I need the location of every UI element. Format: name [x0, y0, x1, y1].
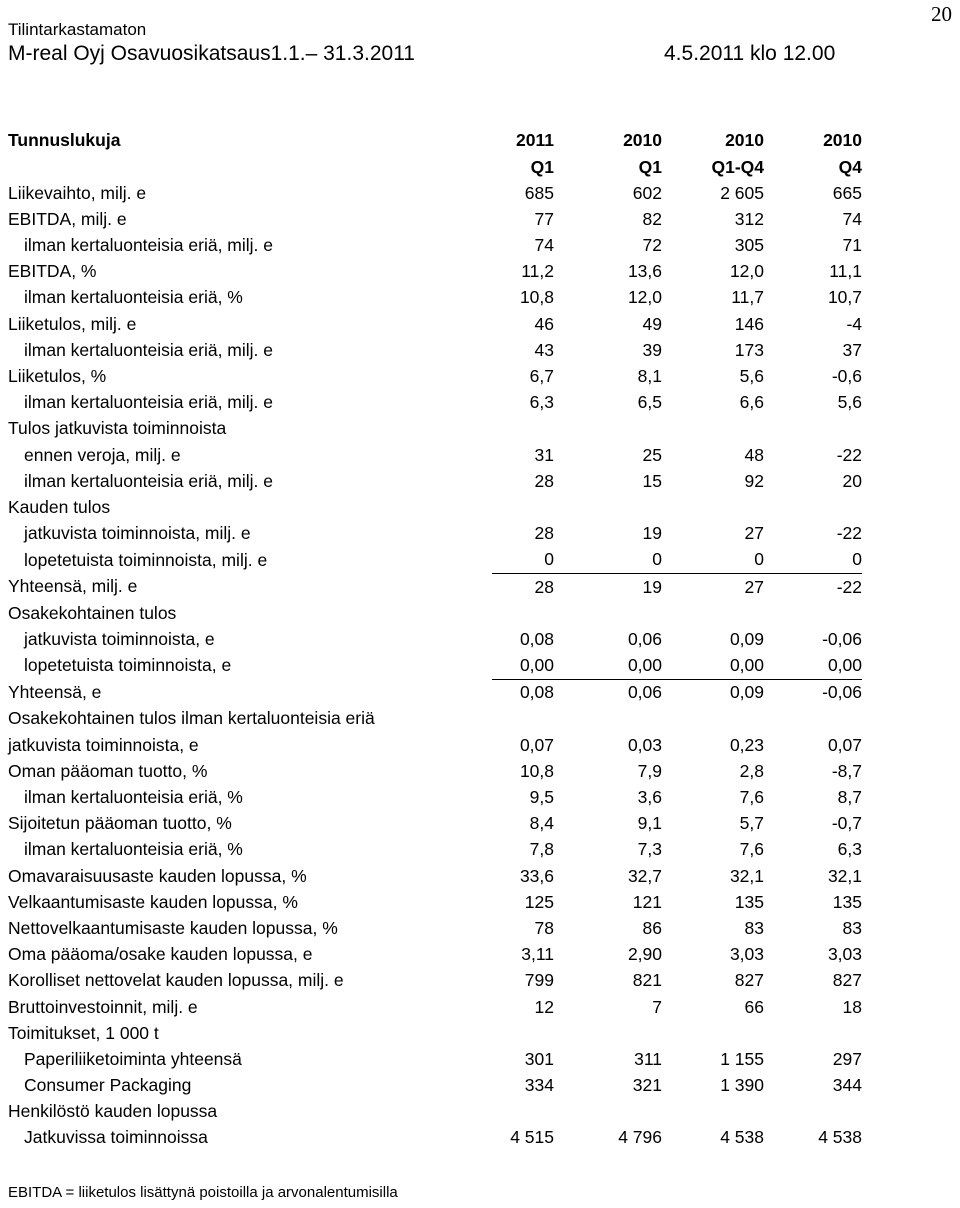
cell-value: 4 796 — [618, 1127, 662, 1148]
col-period: Q4 — [838, 156, 862, 177]
cell-value — [554, 1099, 662, 1125]
row-label: Liikevaihto, milj. e — [8, 182, 147, 203]
cell-value: 3,11 — [521, 944, 554, 965]
table-row — [8, 285, 862, 311]
cell-value — [492, 706, 554, 732]
report-date: 4.5.2011 klo 12.00 — [664, 42, 836, 65]
cell-value — [764, 600, 862, 626]
table-row — [8, 1047, 862, 1073]
page-number: 20 — [931, 2, 952, 26]
cell-value — [554, 600, 662, 626]
table-row — [8, 994, 862, 1020]
cell-value: 32,1 — [827, 865, 862, 886]
row-label: EBITDA, milj. e — [8, 208, 127, 229]
table-row — [8, 233, 862, 259]
cell-value: 83 — [744, 917, 764, 938]
table-row — [8, 521, 862, 547]
cell-value — [554, 1020, 662, 1046]
cell-value: 6,5 — [637, 392, 662, 413]
cell-value: 173 — [734, 339, 764, 360]
row-label: jatkuvista toiminnoista, e — [24, 628, 215, 649]
row-label: ilman kertaluonteisia eriä, % — [24, 287, 243, 308]
cell-value: 37 — [842, 339, 862, 360]
cell-value: 7,6 — [739, 839, 764, 860]
key-figures-table — [8, 128, 862, 1151]
cell-value: 827 — [832, 970, 862, 991]
cell-value: 7,9 — [637, 760, 662, 781]
cell-value: 25 — [642, 444, 662, 465]
cell-value: -22 — [836, 523, 862, 544]
cell-value: 28 — [534, 523, 554, 544]
cell-value: 10,8 — [519, 760, 554, 781]
cell-value: 10,7 — [827, 287, 862, 308]
cell-value: 301 — [524, 1048, 554, 1069]
cell-value — [662, 495, 764, 521]
cell-value: 799 — [524, 970, 554, 991]
table-row — [8, 811, 862, 837]
table-row — [8, 863, 862, 889]
cell-value: 71 — [842, 235, 862, 256]
row-label: ilman kertaluonteisia eriä, milj. e — [24, 392, 273, 413]
row-label: Oma pääoma/osake kauden lopussa, e — [8, 944, 313, 965]
row-label: Sijoitetun pääoman tuotto, % — [8, 813, 232, 834]
report-title: M-real Oyj Osavuosikatsaus1.1.– 31.3.2011 — [8, 42, 415, 65]
table-row — [8, 600, 862, 626]
cell-value: 821 — [632, 970, 662, 991]
cell-value: 11,7 — [731, 287, 764, 308]
row-label: lopetetuista toiminnoista, milj. e — [24, 549, 268, 570]
row-label: jatkuvista toiminnoista, milj. e — [24, 523, 251, 544]
cell-value — [764, 495, 862, 521]
table-header-row — [8, 128, 862, 154]
cell-value: 13,6 — [627, 261, 662, 282]
cell-value: 27 — [744, 576, 764, 597]
cell-value: 8,1 — [637, 366, 662, 387]
table-row — [8, 364, 862, 390]
cell-value — [662, 706, 764, 732]
cell-value: 297 — [832, 1048, 862, 1069]
cell-value: 32,1 — [729, 865, 764, 886]
cell-value: 0 — [492, 547, 554, 574]
cell-value — [662, 1099, 764, 1125]
cell-value: 6,3 — [837, 839, 862, 860]
cell-value: 6,7 — [529, 366, 554, 387]
cell-value: 0,00 — [492, 653, 554, 680]
cell-value: 0,06 — [627, 682, 662, 703]
cell-value: 135 — [734, 891, 764, 912]
table-row — [8, 574, 862, 601]
table-row — [8, 732, 862, 758]
table-row — [8, 1020, 862, 1046]
cell-value: 12,0 — [627, 287, 662, 308]
cell-value: -0,6 — [831, 366, 862, 387]
cell-value: 78 — [534, 917, 554, 938]
table-row — [8, 207, 862, 233]
cell-value: 7,3 — [637, 839, 662, 860]
row-label: ennen veroja, milj. e — [24, 444, 181, 465]
cell-value: 3,03 — [827, 944, 862, 965]
cell-value: -22 — [836, 576, 862, 597]
cell-value: 46 — [534, 313, 554, 334]
cell-value: 2 605 — [720, 182, 764, 203]
cell-value: 0,08 — [519, 682, 554, 703]
cell-value: 7 — [652, 996, 662, 1017]
cell-value: 72 — [642, 235, 662, 256]
cell-value: 28 — [534, 576, 554, 597]
cell-value: 6,3 — [529, 392, 554, 413]
cell-value: 66 — [744, 996, 764, 1017]
audit-status: Tilintarkastamaton — [8, 20, 147, 39]
table-row — [8, 837, 862, 863]
cell-value: -8,7 — [831, 760, 862, 781]
cell-value: 15 — [642, 470, 662, 491]
cell-value: 0,09 — [729, 682, 764, 703]
cell-value — [764, 1099, 862, 1125]
cell-value: 12 — [534, 996, 554, 1017]
cell-value: 92 — [744, 470, 764, 491]
table-row — [8, 627, 862, 653]
cell-value: 3,03 — [729, 944, 764, 965]
row-label: ilman kertaluonteisia eriä, % — [24, 839, 243, 860]
cell-value: 665 — [832, 182, 862, 203]
cell-value: 0,08 — [519, 628, 554, 649]
row-label: ilman kertaluonteisia eriä, % — [24, 787, 243, 808]
cell-value: 121 — [632, 891, 662, 912]
cell-value — [764, 706, 862, 732]
table-row — [8, 916, 862, 942]
cell-value: 5,6 — [739, 366, 764, 387]
cell-value: 7,6 — [739, 787, 764, 808]
cell-value: 1 390 — [720, 1075, 764, 1096]
col-period: Q1 — [530, 156, 554, 177]
cell-value: -0,7 — [831, 813, 862, 834]
cell-value: 0,00 — [764, 653, 862, 680]
cell-value: 27 — [744, 523, 764, 544]
cell-value: 4 538 — [818, 1127, 862, 1148]
table-row — [8, 259, 862, 285]
cell-value: 11,1 — [829, 261, 862, 282]
cell-value: 125 — [524, 891, 554, 912]
cell-value: 321 — [632, 1075, 662, 1096]
cell-value: 31 — [534, 444, 554, 465]
row-label: Yhteensä, milj. e — [8, 576, 138, 597]
cell-value — [492, 1099, 554, 1125]
cell-value: 344 — [832, 1075, 862, 1096]
cell-value: 311 — [634, 1048, 662, 1069]
table-row — [8, 338, 862, 364]
cell-value: 0,23 — [729, 734, 764, 755]
cell-value: 2,90 — [627, 944, 662, 965]
col-year: 2010 — [725, 130, 764, 151]
row-label: ilman kertaluonteisia eriä, milj. e — [24, 470, 273, 491]
cell-value: 10,8 — [519, 287, 554, 308]
table-row — [8, 889, 862, 915]
cell-value: 11,2 — [521, 261, 554, 282]
cell-value: 9,5 — [529, 787, 554, 808]
cell-value: 6,6 — [739, 392, 764, 413]
cell-value: 5,7 — [739, 813, 764, 834]
row-label: Oman pääoman tuotto, % — [8, 760, 208, 781]
cell-value: 0,09 — [729, 628, 764, 649]
cell-value: 20 — [842, 470, 862, 491]
table-row — [8, 785, 862, 811]
cell-value: 19 — [642, 576, 662, 597]
row-label: Osakekohtainen tulos ilman kertaluonteisia eriä — [8, 708, 375, 729]
row-label: Liiketulos, milj. e — [8, 313, 137, 334]
cell-value: 12,0 — [729, 261, 764, 282]
cell-value: 0,07 — [519, 734, 554, 755]
row-label: ilman kertaluonteisia eriä, milj. e — [24, 339, 273, 360]
cell-value: 0 — [662, 547, 764, 574]
row-label: Nettovelkaantumisaste kauden lopussa, % — [8, 917, 338, 938]
table-row — [8, 442, 862, 468]
cell-value: 19 — [642, 523, 662, 544]
cell-value — [662, 416, 764, 442]
cell-value: 86 — [642, 917, 662, 938]
row-label: Henkilöstö kauden lopussa — [8, 1101, 218, 1122]
table-row — [8, 311, 862, 337]
cell-value: 334 — [524, 1075, 554, 1096]
table-row — [8, 942, 862, 968]
cell-value: 8,7 — [837, 787, 862, 808]
row-label: Velkaantumisaste kauden lopussa, % — [8, 891, 298, 912]
table-row — [8, 180, 862, 206]
cell-value: 2,8 — [739, 760, 764, 781]
cell-value: 83 — [842, 917, 862, 938]
cell-value: 0,00 — [554, 653, 662, 680]
table-row — [8, 468, 862, 494]
cell-value: 1 155 — [720, 1048, 764, 1069]
cell-value — [662, 1020, 764, 1046]
cell-value: 48 — [744, 444, 764, 465]
col-year: 2011 — [516, 130, 554, 151]
cell-value — [554, 495, 662, 521]
cell-value: 74 — [842, 208, 862, 229]
cell-value — [492, 495, 554, 521]
row-label: Consumer Packaging — [24, 1075, 192, 1096]
cell-value: 28 — [534, 470, 554, 491]
cell-value: 39 — [642, 339, 662, 360]
cell-value: 7,8 — [529, 839, 554, 860]
cell-value: 18 — [842, 996, 862, 1017]
cell-value: 3,6 — [637, 787, 662, 808]
row-label: EBITDA, % — [8, 261, 97, 282]
cell-value: 0 — [764, 547, 862, 574]
table-row — [8, 416, 862, 442]
cell-value — [492, 1020, 554, 1046]
cell-value: 32,7 — [627, 865, 662, 886]
col-period: Q1 — [638, 156, 662, 177]
row-label: Osakekohtainen tulos — [8, 602, 177, 623]
table-row — [8, 547, 862, 574]
table-row — [8, 1073, 862, 1099]
cell-value: 43 — [534, 339, 554, 360]
table-row — [8, 390, 862, 416]
cell-value — [492, 600, 554, 626]
cell-value — [554, 416, 662, 442]
table-header-row — [8, 154, 862, 180]
table-row — [8, 495, 862, 521]
cell-value: 827 — [734, 970, 764, 991]
cell-value: 9,1 — [637, 813, 662, 834]
cell-value: 77 — [534, 208, 554, 229]
cell-value: 8,4 — [529, 813, 554, 834]
cell-value: 4 515 — [510, 1127, 554, 1148]
row-label: Kauden tulos — [8, 496, 111, 517]
cell-value: 146 — [734, 313, 764, 334]
cell-value: 0,07 — [827, 734, 862, 755]
row-label: Bruttoinvestoinnit, milj. e — [8, 996, 198, 1017]
cell-value: 33,6 — [519, 865, 554, 886]
row-label: Tulos jatkuvista toiminnoista — [8, 418, 227, 439]
table-row — [8, 706, 862, 732]
cell-value: 0,00 — [662, 653, 764, 680]
row-label: Korolliset nettovelat kauden lopussa, milj. e — [8, 970, 344, 991]
cell-value: 74 — [534, 235, 554, 256]
cell-value: 49 — [642, 313, 662, 334]
cell-value: 4 538 — [720, 1127, 764, 1148]
col-period: Q1-Q4 — [711, 156, 764, 177]
cell-value: -22 — [836, 444, 862, 465]
row-label: Toimitukset, 1 000 t — [8, 1022, 159, 1043]
row-label: Jatkuvissa toiminnoissa — [24, 1127, 208, 1148]
table-row — [8, 1099, 862, 1125]
cell-value: 685 — [524, 182, 554, 203]
row-label: ilman kertaluonteisia eriä, milj. e — [24, 235, 273, 256]
cell-value — [764, 1020, 862, 1046]
row-label: Paperiliiketoiminta yhteensä — [24, 1048, 242, 1069]
table-row — [8, 968, 862, 994]
cell-value: 0,06 — [627, 628, 662, 649]
table-row — [8, 1125, 862, 1151]
cell-value: 312 — [734, 208, 764, 229]
table-row — [8, 653, 862, 680]
row-label: jatkuvista toiminnoista, e — [8, 734, 199, 755]
cell-value: -0,06 — [822, 628, 862, 649]
table-row — [8, 679, 862, 706]
col-year: 2010 — [623, 130, 662, 151]
cell-value — [492, 416, 554, 442]
cell-value: 305 — [734, 235, 764, 256]
cell-value — [764, 416, 862, 442]
row-label: Omavaraisuusaste kauden lopussa, % — [8, 865, 307, 886]
col-year: 2010 — [823, 130, 862, 151]
footnote: EBITDA = liiketulos lisättynä poistoilla ja arvonalentumisilla — [8, 1184, 398, 1201]
row-label: Liiketulos, % — [8, 366, 107, 387]
cell-value: 82 — [642, 208, 662, 229]
cell-value: 5,6 — [837, 392, 862, 413]
cell-value: 0 — [554, 547, 662, 574]
cell-value: -4 — [846, 313, 862, 334]
cell-value: 602 — [632, 182, 662, 203]
cell-value: 0,03 — [627, 734, 662, 755]
row-label: lopetetuista toiminnoista, e — [24, 655, 232, 676]
table-title: Tunnuslukuja — [8, 130, 121, 151]
cell-value: 135 — [832, 891, 862, 912]
cell-value — [554, 706, 662, 732]
row-label: Yhteensä, e — [8, 682, 102, 703]
cell-value: -0,06 — [822, 682, 862, 703]
cell-value — [662, 600, 764, 626]
table-row — [8, 759, 862, 785]
